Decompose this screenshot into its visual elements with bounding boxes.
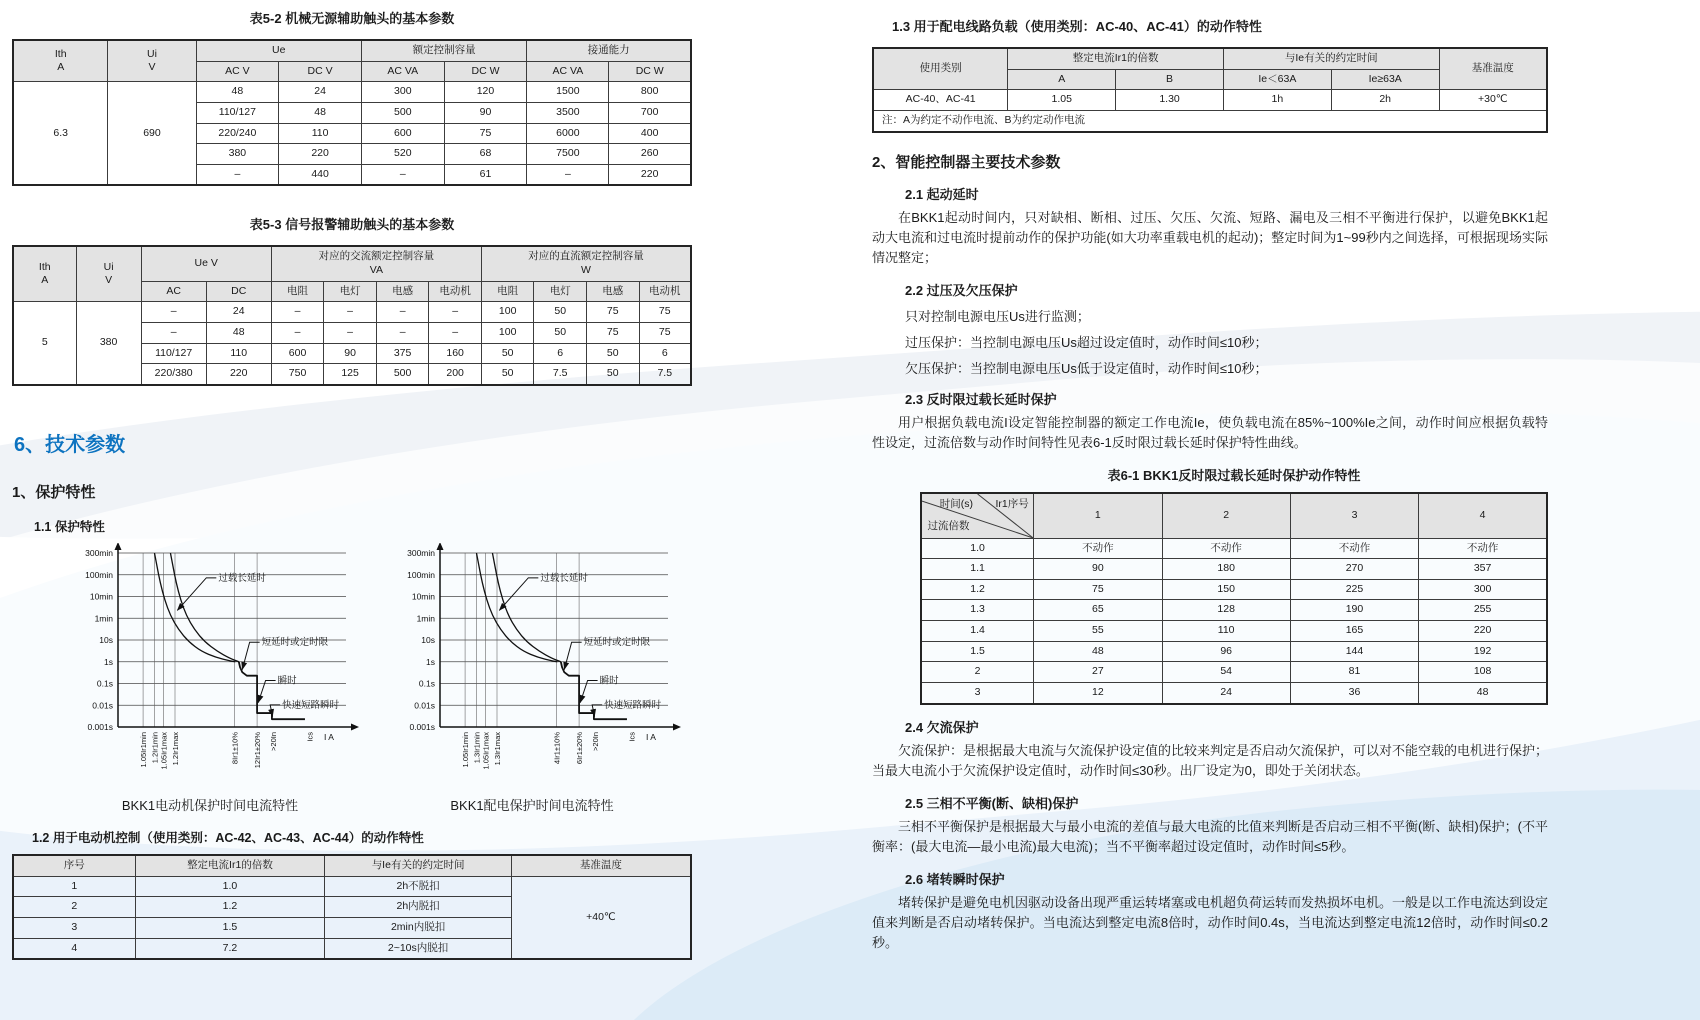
- col-group-making-capacity: 接通能力: [527, 40, 691, 61]
- table-cell: 700: [609, 102, 691, 123]
- table-cell: 3: [921, 683, 1034, 704]
- col-header-a: A: [1008, 69, 1116, 90]
- table-header-row: [921, 493, 1547, 539]
- chart-caption: BKK1配电保护时间电流特性: [450, 797, 614, 813]
- table-cell: 1500: [527, 82, 609, 103]
- col-header-2: 2: [1162, 493, 1290, 539]
- motor-protection-chart: [60, 543, 360, 814]
- table-cell: 48: [206, 323, 271, 344]
- section-2-2-line: 只对控制电源电压Us进行监测；: [905, 308, 1090, 324]
- svg-text:1.3Ir1max: 1.3Ir1max: [493, 731, 502, 766]
- section-1-heading: 1、保护特性: [12, 483, 96, 501]
- col-header-inductive: 电感: [376, 281, 429, 302]
- diagonal-header-cell: [921, 493, 1034, 539]
- table-cell: 400: [609, 123, 691, 144]
- table-cell: 7.5: [639, 364, 691, 385]
- table-cell: –: [376, 323, 429, 344]
- table-5-2-body: [13, 82, 691, 186]
- col-header-3: 3: [1290, 493, 1418, 539]
- col-header-dcw: DC W: [609, 61, 691, 82]
- time-current-curve-motor: [60, 543, 360, 793]
- table-5-2-head: [13, 40, 691, 82]
- table-cell: 75: [586, 302, 639, 323]
- table-cell: –: [141, 323, 206, 344]
- svg-text:Ics: Ics: [627, 731, 637, 742]
- table-cell: 24: [206, 302, 271, 323]
- table-cell: 2: [13, 897, 135, 918]
- svg-text:0.001s: 0.001s: [87, 721, 113, 732]
- table-cell: 380: [76, 302, 141, 385]
- table-cell: –: [271, 323, 324, 344]
- left-column: [12, 0, 692, 960]
- table-1-3-head: [873, 48, 1547, 90]
- table-cell: 220: [279, 144, 362, 165]
- table-cell: 50: [586, 343, 639, 364]
- svg-text:1.2Ir1max: 1.2Ir1max: [171, 731, 180, 766]
- table-1-2-body: [13, 876, 691, 959]
- section-2-3-heading: 2.3 反时限过载长延时保护: [905, 391, 1057, 407]
- col-header-temp: 基准温度: [1439, 48, 1547, 90]
- section-2-heading: 2、智能控制器主要技术参数: [872, 153, 1061, 171]
- table-cell: 1.4: [921, 621, 1034, 642]
- svg-text:瞬时: 瞬时: [599, 675, 619, 687]
- svg-text:快速短路瞬时: 快速短路瞬时: [282, 699, 340, 711]
- svg-text:100min: 100min: [85, 569, 113, 580]
- col-header-1: 1: [1034, 493, 1162, 539]
- svg-text:1s: 1s: [104, 656, 113, 667]
- col-group-rated-capacity: 额定控制容量: [361, 40, 526, 61]
- table-cell: 81: [1290, 662, 1418, 683]
- table-cell: 100: [481, 302, 534, 323]
- table-cell: 100: [481, 323, 534, 344]
- svg-text:1.2Ir1min: 1.2Ir1min: [150, 731, 160, 764]
- table-5-2-title: 表5-2 机械无源辅助触头的基本参数: [249, 11, 455, 26]
- svg-text:瞬时: 瞬时: [277, 675, 297, 687]
- table-cell: 7.5: [534, 364, 587, 385]
- table-6-1-body: [921, 538, 1547, 704]
- table-row: [13, 302, 691, 323]
- col-group-dc-capacity: 对应的直流额定控制容量 W: [481, 246, 691, 281]
- col-header-dc: DC: [206, 281, 271, 302]
- table-cell: 6000: [527, 123, 609, 144]
- table-cell: 3: [13, 917, 135, 938]
- table-cell: 750: [271, 364, 324, 385]
- table-row: [13, 876, 691, 897]
- table-cell: 108: [1419, 662, 1547, 683]
- table-cell: 300: [1419, 579, 1547, 600]
- table-cell: 380: [196, 144, 279, 165]
- table-6-1: [920, 492, 1548, 705]
- col-header-resistive: 电阻: [481, 281, 534, 302]
- section-2-1-paragraph: 在BKK1起动时间内，只对缺相、断相、过压、欠压、欠流、短路、漏电及三相不平衡进行保护，以避免BKK1起动大电流和过电流时提前动作的保护功能(如大功率重载电机的起动)；整定时间为1~99秒内之间选择，可根据现场实际情况整定；: [872, 209, 1548, 265]
- table-cell: 90: [444, 102, 527, 123]
- table-cell: 27: [1034, 662, 1162, 683]
- svg-text:1min: 1min: [94, 613, 113, 624]
- table-cell: 300: [361, 82, 444, 103]
- table-cell: 2min内脱扣: [325, 917, 511, 938]
- table-cell: 110/127: [196, 102, 279, 123]
- table-cell: 110: [1162, 621, 1290, 642]
- table-cell: –: [429, 302, 482, 323]
- section-2-4-paragraph: 欠流保护：是根据最大电流与欠流保护设定值的比较来判定是否启动欠流保护，可以对不能空载的电机进行保护；当最大电流小于欠流保护设定值时，动作时间≤30秒。出厂设定为0，即处于关闭状态。: [872, 742, 1549, 778]
- table-row: [921, 600, 1547, 621]
- table-cell: 440: [279, 164, 362, 185]
- svg-text:0.001s: 0.001s: [409, 721, 435, 732]
- table-cell: 2h内脱扣: [325, 897, 511, 918]
- table-cell: 不动作: [1162, 538, 1290, 559]
- svg-text:10s: 10s: [421, 634, 435, 645]
- svg-text:10s: 10s: [99, 634, 113, 645]
- svg-text:I A: I A: [324, 731, 334, 742]
- table-cell: 190: [1290, 600, 1418, 621]
- table-cell: 1: [13, 876, 135, 897]
- col-group-ue: Ue: [196, 40, 361, 61]
- table-cell: 165: [1290, 621, 1418, 642]
- col-header-ui: Ui V: [108, 40, 196, 82]
- table-cell: 110/127: [141, 343, 206, 364]
- table-cell: 220: [609, 164, 691, 185]
- svg-text:1.05Ir1max: 1.05Ir1max: [481, 731, 491, 770]
- table-row: [921, 641, 1547, 662]
- table-cell: 7500: [527, 144, 609, 165]
- time-current-curve-distribution: [382, 543, 682, 793]
- table-1-3: [872, 47, 1548, 133]
- table-cell: 61: [444, 164, 527, 185]
- table-cell: 375: [376, 343, 429, 364]
- col-header-lamp: 电灯: [324, 281, 377, 302]
- table-cell: 255: [1419, 600, 1547, 621]
- table-cell: 6.3: [13, 82, 108, 186]
- svg-text:1min: 1min: [416, 613, 435, 624]
- table-row: [921, 662, 1547, 683]
- svg-text:300min: 300min: [407, 547, 435, 558]
- table-cell: 48: [1034, 641, 1162, 662]
- table-row: [921, 559, 1547, 580]
- table-cell: 96: [1162, 641, 1290, 662]
- table-cell: 4: [13, 938, 135, 959]
- section-2-3-paragraph: 用户根据负载电流I设定智能控制器的额定工作电流Ie，使负载电流在85%~100%Ie之间，动作时间应根据负载特性设定，过流倍数与动作时间特性见表6-1反时限过载长延时保护特性曲线。: [872, 414, 1548, 450]
- svg-text:10min: 10min: [89, 591, 113, 602]
- table-cell: AC-40、AC-41: [873, 90, 1008, 111]
- table-cell: 90: [1034, 559, 1162, 580]
- table-cell: 75: [639, 302, 691, 323]
- table-cell: 1.3: [921, 600, 1034, 621]
- table-cell: –: [324, 323, 377, 344]
- svg-text:0.01s: 0.01s: [414, 700, 435, 711]
- table-header-row: [13, 40, 691, 61]
- col-header-b: B: [1116, 69, 1224, 90]
- col-header-resistive: 电阻: [271, 281, 324, 302]
- table-cell: 55: [1034, 621, 1162, 642]
- section-1-2-heading: 1.2 用于电动机控制（使用类别：AC-42、AC-43、AC-44）的动作特性: [32, 830, 424, 845]
- table-cell: 68: [444, 144, 527, 165]
- col-header-ui: Ui V: [76, 246, 141, 301]
- table-cell: 65: [1034, 600, 1162, 621]
- distribution-protection-chart: [382, 543, 682, 814]
- table-cell: 800: [609, 82, 691, 103]
- table-cell: 690: [108, 82, 196, 186]
- table-cell: 270: [1290, 559, 1418, 580]
- table-cell: 150: [1162, 579, 1290, 600]
- svg-text:0.01s: 0.01s: [92, 700, 113, 711]
- table-1-3-body: [873, 90, 1547, 132]
- table-cell: 不动作: [1034, 538, 1162, 559]
- table-cell: –: [271, 302, 324, 323]
- table-cell: –: [429, 323, 482, 344]
- table-cell: 600: [361, 123, 444, 144]
- svg-text:短延时或定时限: 短延时或定时限: [583, 637, 651, 649]
- table-cell: 48: [279, 102, 362, 123]
- table-cell: –: [196, 164, 279, 185]
- table-cell: 128: [1162, 600, 1290, 621]
- svg-text:过载长延时: 过载长延时: [218, 572, 266, 584]
- table-1-2-head: [13, 855, 691, 876]
- table-5-3: [12, 245, 692, 385]
- table-cell: 50: [534, 302, 587, 323]
- svg-text:>20In: >20In: [269, 731, 279, 751]
- table-cell: 192: [1419, 641, 1547, 662]
- svg-text:4Ir1±10%: 4Ir1±10%: [552, 731, 562, 765]
- col-header-time: 与Ie有关的约定时间: [325, 855, 511, 876]
- table-cell: 500: [376, 364, 429, 385]
- table-cell: 不动作: [1419, 538, 1547, 559]
- table-row: [921, 621, 1547, 642]
- table-cell: –: [527, 164, 609, 185]
- table-cell: 75: [1034, 579, 1162, 600]
- diag-label-overcurrent-multiple: 过流倍数: [927, 519, 970, 532]
- table-6-1-head: [921, 493, 1547, 539]
- table-cell: 1.1: [921, 559, 1034, 580]
- table-cell: 110: [279, 123, 362, 144]
- table-cell: 50: [586, 364, 639, 385]
- table-cell: 1.5: [921, 641, 1034, 662]
- table-cell: –: [361, 164, 444, 185]
- col-header-use-category: 使用类别: [873, 48, 1008, 90]
- col-header-multiple: 整定电流Ir1的倍数: [135, 855, 325, 876]
- table-cell: 6: [639, 343, 691, 364]
- table-cell: 225: [1290, 579, 1418, 600]
- col-header-motor: 电动机: [429, 281, 482, 302]
- section-6-heading: 6、技术参数: [14, 433, 126, 456]
- table-cell: 160: [429, 343, 482, 364]
- table-cell: 1.0: [921, 538, 1034, 559]
- table-cell: 6: [534, 343, 587, 364]
- table-cell: 1.2: [921, 579, 1034, 600]
- section-2-6-heading: 2.6 堵转瞬时保护: [905, 871, 1005, 887]
- col-header-temp: 基准温度: [511, 855, 691, 876]
- table-1-2: [12, 854, 692, 960]
- table-cell: 2: [921, 662, 1034, 683]
- svg-text:快速短路瞬时: 快速短路瞬时: [604, 699, 662, 711]
- table-cell: 180: [1162, 559, 1290, 580]
- col-header-lamp: 电灯: [534, 281, 587, 302]
- table-cell: 220/240: [196, 123, 279, 144]
- col-group-uev: Ue V: [141, 246, 271, 281]
- table-cell: 2~10s内脱扣: [325, 938, 511, 959]
- table-cell: 357: [1419, 559, 1547, 580]
- col-group-multiple: 整定电流Ir1的倍数: [1008, 48, 1224, 69]
- svg-text:300min: 300min: [85, 547, 113, 558]
- table-cell: 220: [206, 364, 271, 385]
- table-6-1-title: 表6-1 BKK1反时限过载长延时保护动作特性: [1107, 467, 1361, 483]
- section-2-2-line: 欠压保护：当控制电源电压Us低于设定值时，动作时间≤10秒；: [905, 360, 1268, 376]
- section-2-2-line: 过压保护：当控制电源电压Us超过设定值时，动作时间≤10秒；: [905, 334, 1268, 350]
- table-cell: 7.2: [135, 938, 325, 959]
- section-2-1-heading: 2.1 起动延时: [905, 186, 979, 202]
- col-header-acv: AC V: [196, 61, 279, 82]
- table-cell: 1.0: [135, 876, 325, 897]
- table-cell: 3500: [527, 102, 609, 123]
- table-cell: 5: [13, 302, 76, 385]
- table-cell: 50: [481, 364, 534, 385]
- col-header-motor: 电动机: [639, 281, 691, 302]
- table-cell: 200: [429, 364, 482, 385]
- table-cell: 75: [444, 123, 527, 144]
- table-row: [921, 683, 1547, 704]
- svg-text:I A: I A: [646, 731, 656, 742]
- table-cell: 50: [481, 343, 534, 364]
- table-cell: 500: [361, 102, 444, 123]
- table-cell: 48: [1419, 683, 1547, 704]
- svg-text:10min: 10min: [411, 591, 435, 602]
- table-cell: 2h不脱扣: [325, 876, 511, 897]
- section-2-6-paragraph: 堵转保护是避免电机因驱动设备出现严重运转堵塞或电机超负荷运转而发热损坏电机。一般是以工作电流达到设定值来判断是否启动堵转保护。当电流达到整定电流8倍时，动作时间0.4s，当电流达到整定电流12倍时，动作时间≤0.2秒。: [872, 894, 1549, 950]
- table-cell: 54: [1162, 662, 1290, 683]
- table-cell: +30℃: [1439, 90, 1547, 111]
- svg-text:>20In: >20In: [591, 731, 601, 751]
- svg-text:0.1s: 0.1s: [418, 678, 435, 689]
- col-group-ac-capacity: 对应的交流额定控制容量 VA: [271, 246, 481, 281]
- svg-text:1s: 1s: [426, 656, 435, 667]
- col-header-acva: AC VA: [527, 61, 609, 82]
- col-header-dcv: DC V: [279, 61, 362, 82]
- section-2-5-heading: 2.5 三相不平衡(断、缺相)保护: [905, 795, 1079, 811]
- table-cell: 1h: [1223, 90, 1331, 111]
- section-2-2-heading: 2.2 过压及欠压保护: [905, 282, 1018, 298]
- section-1-1-heading: 1.1 保护特性: [34, 519, 105, 534]
- svg-text:100min: 100min: [407, 569, 435, 580]
- table-cell: 125: [324, 364, 377, 385]
- table-row: [921, 579, 1547, 600]
- table-cell: 36: [1290, 683, 1418, 704]
- table-cell: 600: [271, 343, 324, 364]
- col-header-acva: AC VA: [361, 61, 444, 82]
- diag-label-time: 时间(s): [939, 497, 974, 510]
- table-cell: 2h: [1331, 90, 1439, 111]
- table-cell: –: [324, 302, 377, 323]
- protection-charts: [12, 543, 692, 814]
- svg-text:Ics: Ics: [305, 731, 315, 742]
- col-header-no: 序号: [13, 855, 135, 876]
- table-6-1-wrap: [920, 492, 1548, 705]
- table-cell: 220: [1419, 621, 1547, 642]
- section-2-5-paragraph: 三相不平衡保护是根据最大与最小电流的差值与最大电流的比值来判断是否启动三相不平衡(断、缺相)保护；(不平衡率：(最大电流—最小电流)最大电流)；当不平衡率超过设定值时，动作时间≤5秒。: [872, 818, 1548, 854]
- table-cell: +40℃: [511, 876, 691, 959]
- table-5-3-body: [13, 302, 691, 385]
- table-header-row: [13, 246, 691, 281]
- table-cell: 90: [324, 343, 377, 364]
- table-cell: 注：A为约定不动作电流、B为约定动作电流: [873, 110, 1547, 131]
- table-cell: 1.2: [135, 897, 325, 918]
- table-cell: 12: [1034, 683, 1162, 704]
- svg-text:1.05Ir1max: 1.05Ir1max: [159, 731, 169, 770]
- col-header-ith: Ith A: [13, 40, 108, 82]
- chart-caption: BKK1电动机保护时间电流特性: [121, 797, 299, 813]
- svg-text:8Ir1±10%: 8Ir1±10%: [230, 731, 240, 765]
- svg-text:1.05Ir1min: 1.05Ir1min: [139, 731, 149, 768]
- col-group-time: 与Ie有关的约定时间: [1223, 48, 1439, 69]
- table-cell: 75: [639, 323, 691, 344]
- table-cell: 110: [206, 343, 271, 364]
- table-cell: 75: [586, 323, 639, 344]
- col-header-dcw: DC W: [444, 61, 527, 82]
- table-cell: 1.30: [1116, 90, 1224, 111]
- col-header-ie-ge-63: Ie≥63A: [1331, 69, 1439, 90]
- section-1-3-heading: 1.3 用于配电线路负载（使用类别：AC-40、AC-41）的动作特性: [892, 19, 1262, 34]
- svg-text:0.1s: 0.1s: [96, 678, 113, 689]
- table-cell: 144: [1290, 641, 1418, 662]
- table-row: [921, 538, 1547, 559]
- svg-text:过载长延时: 过载长延时: [540, 572, 588, 584]
- table-cell: –: [376, 302, 429, 323]
- table-cell: 120: [444, 82, 527, 103]
- diag-label-ir1-no: Ir1序号: [995, 497, 1029, 510]
- col-header-inductive: 电感: [586, 281, 639, 302]
- table-cell: –: [141, 302, 206, 323]
- right-column: [872, 0, 1548, 953]
- col-header-ac: AC: [141, 281, 206, 302]
- table-row: [873, 90, 1547, 111]
- col-header-ie-lt-63: Ie＜63A: [1223, 69, 1331, 90]
- section-2-4-heading: 2.4 欠流保护: [905, 719, 979, 735]
- table-cell: 50: [534, 323, 587, 344]
- table-header-row: [873, 48, 1547, 69]
- table-5-2: [12, 39, 692, 186]
- col-header-4: 4: [1419, 493, 1547, 539]
- table-header-row: [13, 855, 691, 876]
- table-row: [873, 110, 1547, 131]
- table-row: [13, 82, 691, 103]
- table-5-3-head: [13, 246, 691, 301]
- svg-text:1.3Ir1min: 1.3Ir1min: [472, 731, 482, 764]
- svg-text:12Ir1±20%: 12Ir1±20%: [253, 731, 263, 769]
- table-cell: 24: [1162, 683, 1290, 704]
- table-cell: 1.05: [1008, 90, 1116, 111]
- table-cell: 260: [609, 144, 691, 165]
- svg-text:1.05Ir1min: 1.05Ir1min: [461, 731, 471, 768]
- table-cell: 220/380: [141, 364, 206, 385]
- table-cell: 1.5: [135, 917, 325, 938]
- table-cell: 不动作: [1290, 538, 1418, 559]
- table-cell: 48: [196, 82, 279, 103]
- svg-text:6Ir1±20%: 6Ir1±20%: [575, 731, 585, 765]
- svg-text:短延时或定时限: 短延时或定时限: [261, 637, 329, 649]
- table-cell: 520: [361, 144, 444, 165]
- table-5-3-title: 表5-3 信号报警辅助触头的基本参数: [249, 217, 455, 233]
- table-cell: 24: [279, 82, 362, 103]
- col-header-ith: Ith A: [13, 246, 76, 301]
